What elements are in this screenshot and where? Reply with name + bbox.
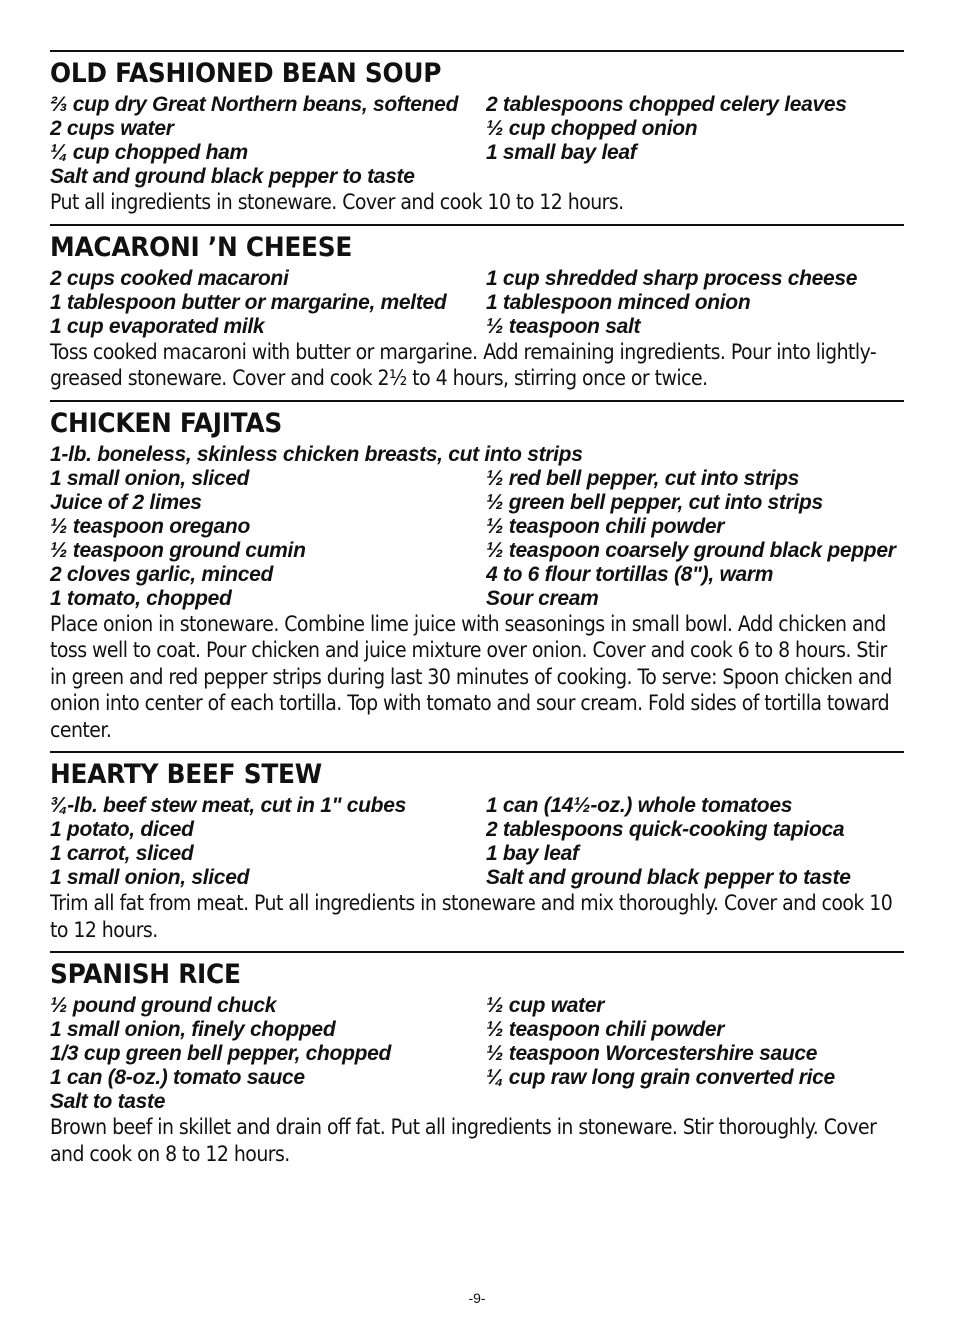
recipe-hearty-beef-stew bbox=[50, 751, 904, 951]
ingredient: 1 carrot, sliced bbox=[50, 842, 194, 865]
ingredient: 1 small onion, sliced bbox=[50, 466, 250, 490]
ingredient-list bbox=[50, 267, 904, 339]
ingredient: 1 tablespoon butter or margarine, melted bbox=[50, 290, 447, 314]
ingredient: ½ pound ground chuck bbox=[50, 994, 277, 1017]
ingredient-list bbox=[50, 794, 904, 890]
ingredient: ½ teaspoon Worcestershire sauce bbox=[486, 1042, 818, 1065]
ingredient: Juice of 2 limes bbox=[50, 490, 202, 514]
ingredient: Sour cream bbox=[486, 586, 599, 610]
recipe-spanish-rice bbox=[50, 951, 904, 1175]
ingredient: ½ green bell pepper, cut into strips bbox=[486, 490, 823, 514]
recipe-title: SPANISH RICE bbox=[50, 959, 241, 990]
ingredient: ½ cup water bbox=[486, 994, 605, 1017]
ingredient: 1 can (14½-oz.) whole tomatoes bbox=[486, 794, 793, 817]
ingredient: 2 cloves garlic, minced bbox=[50, 562, 274, 586]
recipe-bean-soup bbox=[50, 50, 904, 224]
ingredient: ⅔ cup dry Great Northern beans, softened bbox=[50, 93, 459, 116]
ingredient: 1 small onion, finely chopped bbox=[50, 1018, 336, 1041]
ingredient: 1 tablespoon minced onion bbox=[486, 290, 751, 314]
ingredient: 1 cup shredded sharp process cheese bbox=[486, 266, 858, 290]
ingredient: 1 bay leaf bbox=[486, 842, 579, 865]
recipe-chicken-fajitas bbox=[50, 400, 904, 752]
recipe-macaroni-cheese bbox=[50, 224, 904, 400]
ingredient: 2 cups water bbox=[50, 117, 174, 140]
recipe-title: HEARTY BEEF STEW bbox=[50, 759, 322, 790]
ingredient: ½ teaspoon chili powder bbox=[486, 1018, 725, 1041]
recipe-directions: Toss cooked macaroni with butter or margarine. Add remaining ingredients. Pour into lightly-greased stoneware. Cover and cook 2½ to 4 hours, stirring once or twice. bbox=[50, 339, 877, 390]
ingredient-list bbox=[50, 994, 904, 1114]
ingredient: Salt and ground black pepper to taste bbox=[486, 866, 851, 889]
ingredient: ½ teaspoon coarsely ground black pepper bbox=[486, 538, 896, 562]
recipe-page bbox=[50, 50, 904, 1175]
recipe-title: OLD FASHIONED BEAN SOUP bbox=[50, 58, 442, 89]
ingredient: 2 tablespoons chopped celery leaves bbox=[486, 93, 847, 116]
ingredient: 1/3 cup green bell pepper, chopped bbox=[50, 1042, 392, 1065]
ingredient: 1 can (8-oz.) tomato sauce bbox=[50, 1066, 305, 1089]
ingredient: 2 tablespoons quick-cooking tapioca bbox=[486, 818, 845, 841]
ingredient: ½ teaspoon ground cumin bbox=[50, 538, 306, 562]
ingredient: 1 cup evaporated milk bbox=[50, 314, 265, 338]
ingredient: ¼ cup raw long grain converted rice bbox=[486, 1066, 835, 1089]
ingredient: 1-lb. boneless, skinless chicken breasts, cut into strips bbox=[50, 442, 583, 466]
ingredient: ¼ cup chopped ham bbox=[50, 141, 248, 164]
recipe-directions: Trim all fat from meat. Put all ingredients in stoneware and mix thoroughly. Cover and cook 10 to 12 hours. bbox=[50, 891, 893, 942]
ingredient: 1 small onion, sliced bbox=[50, 866, 250, 889]
recipe-directions: Put all ingredients in stoneware. Cover and cook 10 to 12 hours. bbox=[50, 190, 624, 214]
ingredient: ½ teaspoon oregano bbox=[50, 514, 250, 538]
ingredient: ½ cup chopped onion bbox=[486, 117, 698, 140]
ingredient: ½ teaspoon chili powder bbox=[486, 514, 725, 538]
ingredient: 1 small bay leaf bbox=[486, 141, 637, 164]
page-number: -9- bbox=[468, 1290, 486, 1306]
ingredient: 4 to 6 flour tortillas (8"), warm bbox=[486, 562, 774, 586]
ingredient: 1 tomato, chopped bbox=[50, 586, 232, 610]
recipe-title: CHICKEN FAJITAS bbox=[50, 407, 282, 439]
ingredient: ½ teaspoon salt bbox=[486, 314, 641, 338]
ingredient: Salt and ground black pepper to taste bbox=[50, 165, 415, 188]
ingredient: ¾-lb. beef stew meat, cut in 1" cubes bbox=[50, 794, 406, 817]
ingredient-list bbox=[50, 93, 904, 189]
recipe-title: MACARONI ’N CHEESE bbox=[50, 231, 353, 263]
ingredient: 1 potato, diced bbox=[50, 818, 194, 841]
ingredient: ½ red bell pepper, cut into strips bbox=[486, 466, 800, 490]
recipe-directions: Brown beef in skillet and drain off fat. Put all ingredients in stoneware. Stir thoroughly. Cover and cook on 8 to 12 hours. bbox=[50, 1115, 877, 1166]
ingredient-list bbox=[50, 443, 904, 611]
ingredient: 2 cups cooked macaroni bbox=[50, 266, 289, 290]
ingredient: Salt to taste bbox=[50, 1090, 166, 1113]
recipe-directions: Place onion in stoneware. Combine lime juice with seasonings in small bowl. Add chicken and toss well to coat. Pour chicken and juice mixture over onion. Cover and cook 6 to 8 hours. Stir in green and red pepper strips during last 30 minutes of cooking. To serve: Spoon chicken and onion into center of each tortilla. Top with tomato and sour cream. Fold sides of tortilla toward center. bbox=[50, 611, 892, 742]
